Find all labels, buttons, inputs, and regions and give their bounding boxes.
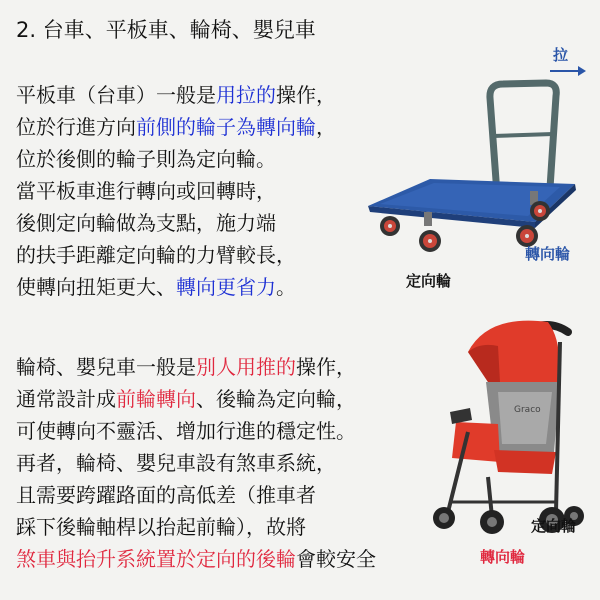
text-segment: 、後輪為定向輪， [196,387,356,411]
text-segment: 的扶手距離定向輪的力臂較長， [16,243,296,267]
text-line [16,479,376,511]
text-segment: 再者，輪椅、嬰兒車設有煞車系統， [16,451,336,475]
text-segment: 使轉向扭矩更大、 [16,275,176,299]
text-line [16,207,336,239]
stroller-fixed-wheel-label: 定向輪 [531,517,577,535]
text-segment: 。 [276,275,296,299]
stroller-steer-wheel-label: 轉向輪 [480,548,526,566]
text-segment: 位於後側的輪子則為定向輪。 [16,147,276,171]
flatbed-cart-image [360,76,585,256]
text-segment: 操作， [276,83,336,107]
text-line [16,383,376,415]
highlighted-text: 前輪轉向 [116,387,196,411]
text-segment: ， [316,115,336,139]
text-segment: 當平板車進行轉向或回轉時， [16,179,276,203]
text-line [16,351,376,383]
text-line [16,239,336,271]
stroller-paragraph [16,351,376,575]
cart-fixed-wheel-label: 定向輪 [406,272,452,290]
page-title: 2. 台車、平板車、輪椅、嬰兒車 [16,18,316,42]
stroller-image [428,312,588,544]
text-line [16,511,376,543]
text-segment: 會較安全 [296,547,376,571]
text-segment: 後側定向輪做為支點，施力端 [16,211,276,235]
text-segment: 操作， [296,355,356,379]
text-segment: 位於行進方向 [16,115,136,139]
text-segment: 踩下後輪軸桿以抬起前輪），故將 [16,515,306,539]
highlighted-text: 轉向更省力 [176,275,276,299]
text-line [16,143,336,175]
cart-steer-wheel-label: 轉向輪 [525,245,571,263]
pull-label: 拉 [553,46,569,64]
text-line [16,447,376,479]
text-line [16,415,376,447]
highlighted-text: 別人用推的 [196,355,296,379]
text-segment: 輪椅、嬰兒車一般是 [16,355,196,379]
text-line [16,543,376,575]
text-segment: 通常設計成 [16,387,116,411]
text-line [16,175,336,207]
cart-paragraph [16,79,336,303]
stroller-brand-logo: Graco [514,405,541,415]
text-segment: 可使轉向不靈活、增加行進的穩定性。 [16,419,356,443]
highlighted-text: 煞車與抬升系統置於定向的後輪 [16,547,296,571]
highlighted-text: 用拉的 [216,83,276,107]
text-segment: 平板車（台車）一般是 [16,83,216,107]
text-line [16,79,336,111]
text-segment: 且需要跨躍路面的高低差（推車者 [16,483,316,507]
text-line [16,111,336,143]
highlighted-text: 前側的輪子為轉向輪 [136,115,316,139]
text-line [16,271,336,303]
